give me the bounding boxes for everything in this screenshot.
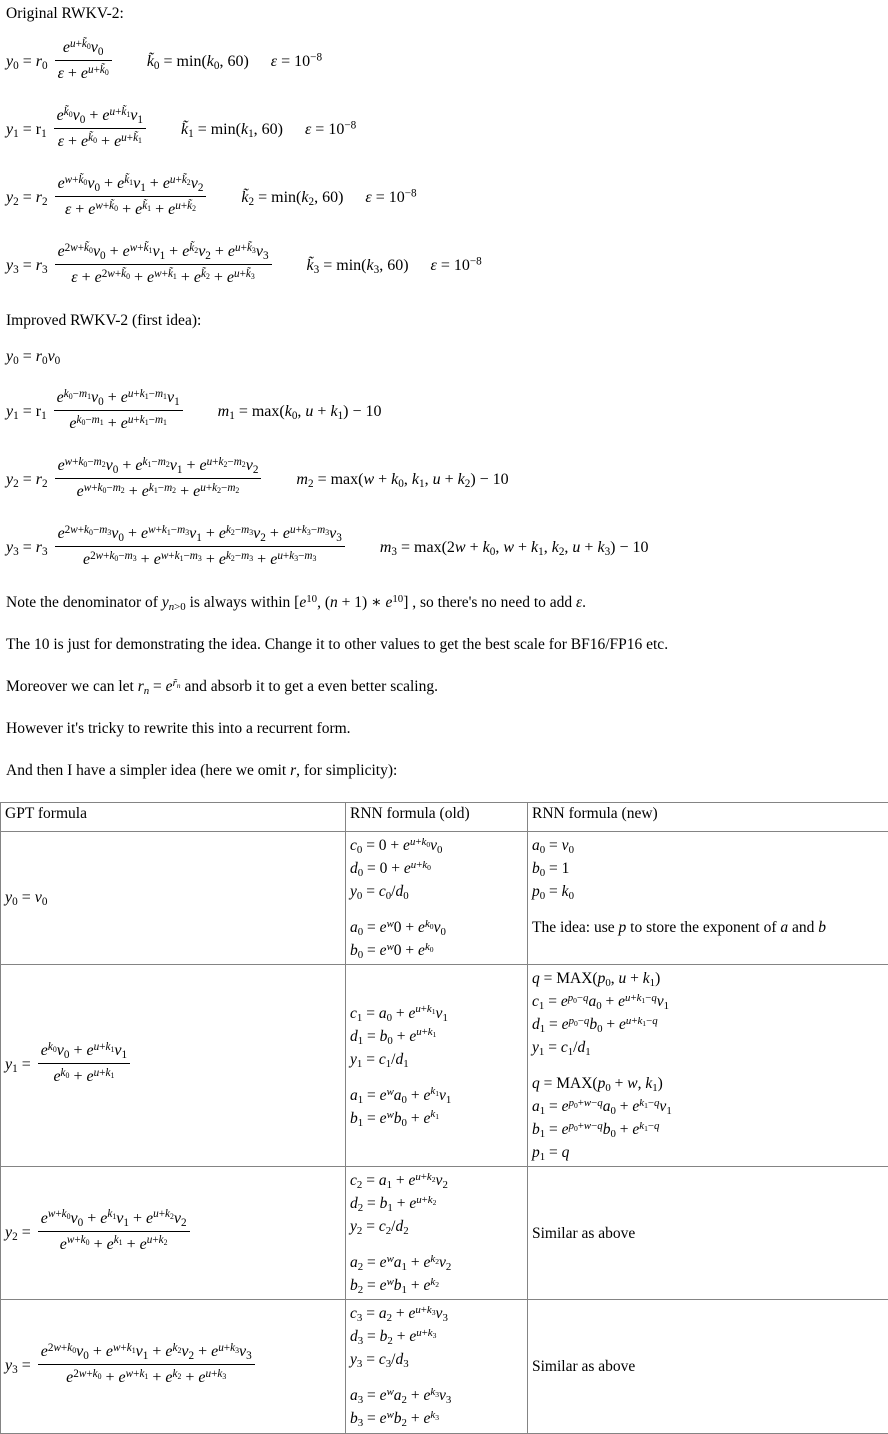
formula-condition: k̃0 = min(k0, 60) [147,53,249,70]
equation-improved-y1 [0,388,888,437]
cell-gpt-y1: y1 = $\frac{e^{k0}v0 + e^{u+k1}v1}{e^{k0} + e^{u+k1}}$ [1,965,346,1167]
formula-main: y3 = r3 $\frac{e^{2w+k̃0}v0 + e^{w+k̃1}v1 + e^{k̃2}v2 + e^{u+k̃3}v3}{\varepsilon + e^{2w+k̃0} + e^{w+k̃1} + e^{k̃2} + e^{u+k̃3}}$ [6,257,275,274]
cell-rnn-old-y2 [346,1167,528,1300]
formula-main: y2 = r2 $\frac{e^{w+k̃0}v0 + e^{k̃1}v1 + e^{u+k̃2}v2}{\varepsilon + e^{w+k̃0} + e^{k̃1} + e^{u+k̃2}}$ [6,189,209,206]
formula-condition: k̃1 = min(k1, 60) [181,121,283,138]
table-header-row [1,803,888,832]
formula-line: $b1 = e^wb0 + e^{k1}$ [350,1107,523,1130]
formula-epsilon: $\varepsilon = 10^{-8}$ [305,121,356,138]
formula-line: p1 = q [532,1141,884,1164]
formula-line: $a1 = e^wa0 + e^{k1}v1$ [350,1084,523,1107]
equation-original-y1 [0,106,888,155]
formula-line: y1 = c1/d1 [350,1048,523,1071]
cell-rnn-new-y2 [528,1167,888,1300]
formula-line: $c1 = a0 + e^{u+k1}v1$ [350,1002,523,1025]
formula-line: $d1 = e^{p0-q}b0 + e^{u+k1-q}$ [532,1013,884,1036]
cell-rnn-new-y3 [528,1300,888,1434]
formula-line: $c0 = 0 + e^{u+k0}v0$ [350,834,523,857]
formula-line [532,1059,884,1072]
formula-condition: m2 = max(w + k0, k1, u + k2) − 10 [296,471,508,488]
formula-main: y0 = r0v0 [6,348,60,365]
heading-original-rwkv2: Original RWKV-2: [0,3,888,24]
formula-epsilon: $\varepsilon = 10^{-8}$ [271,53,322,70]
formula-line: $d1 = b0 + e^{u+k1}$ [350,1025,523,1048]
note-scale-bf16: The 10 is just for demonstrating the idea. Change it to other values to get the best scale for BF16/FP16 etc. [0,634,888,655]
formula-line [532,903,884,916]
formula-line: a0 = v0 [532,834,884,857]
formula-epsilon: $\varepsilon = 10^{-8}$ [365,189,416,206]
formula-line: b0 = 1 [532,857,884,880]
formula-line: $a2 = e^wa1 + e^{k2}v2$ [350,1251,523,1274]
cell-gpt-y0: y0 = v0 [1,832,346,965]
table-row-y1 [1,965,888,1167]
table-row-y2 [1,1167,888,1300]
formula-line: $b0 = e^w0 + e^{k0}$ [350,939,523,962]
equation-improved-y3 [0,524,888,573]
formula-main: y2 = r2 $\frac{e^{w+k0-m2}v0 + e^{k1-m2}v1 + e^{u+k2-m2}v2}{e^{w+k0-m2} + e^{k1-m2} + e^{u+k2-m2}}$ [6,471,264,488]
formula-line: q = MAX(p0 + w, k1) [532,1072,884,1095]
formula-line: Similar as above [532,1355,884,1378]
cell-rnn-old-y3 [346,1300,528,1434]
cell-gpt-y2: y2 = $\frac{e^{w+k0}v0 + e^{k1}v1 + e^{u+k2}v2}{e^{w+k0} + e^{k1} + e^{u+k2}}$ [1,1167,346,1300]
equation-original-y3 [0,242,888,291]
formula-comparison-table [0,802,888,1434]
formula-line: y1 = c1/d1 [532,1036,884,1059]
formula-line: $d2 = b1 + e^{u+k2}$ [350,1192,523,1215]
table-row-y0 [1,832,888,965]
formula-line [350,1071,523,1084]
formula-line: $b3 = e^wb2 + e^{k3}$ [350,1407,523,1430]
note-tricky-recurrent: However it's tricky to rewrite this into a recurrent form. [0,718,888,739]
formula-line: $b2 = e^wb1 + e^{k2}$ [350,1274,523,1297]
formula-line: $c3 = a2 + e^{u+k3}v3$ [350,1302,523,1325]
formula-line: $d0 = 0 + e^{u+k0}$ [350,857,523,880]
formula-line [350,1238,523,1251]
formula-line: p0 = k0 [532,880,884,903]
equation-improved-y0 [0,345,888,369]
formula-line: Similar as above [532,1222,884,1245]
formula-main: y0 = r0 $\frac{e^{u+k̃0}v0}{\varepsilon + e^{u+k̃0}}$ [6,53,115,70]
column-header-rnn-new: RNN formula (new) [528,803,888,832]
formula-line: $d3 = b2 + e^{u+k3}$ [350,1325,523,1348]
formula-line: $a3 = e^wa2 + e^{k3}v3$ [350,1384,523,1407]
formula-line [350,903,523,916]
formula-line: $a1 = e^{p0+w-q}a0 + e^{k1-q}v1$ [532,1095,884,1118]
formula-line: $c1 = e^{p0-q}a0 + e^{u+k1-q}v1$ [532,990,884,1013]
note-absorb-r: Moreover we can let rn = $e^{r̃n}$ and absorb it to get a even better scaling. [0,676,888,697]
note-simpler-idea: And then I have a simpler idea (here we omit r, for simplicity): [0,760,888,781]
cell-rnn-new-y0 [528,832,888,965]
cell-rnn-new-y1 [528,965,888,1167]
formula-condition: k̃3 = min(k3, 60) [307,257,409,274]
formula-line: y3 = c3/d3 [350,1348,523,1371]
formula-main: y1 = r1 $\frac{e^{k̃0}v0 + e^{u+k̃1}v1}{\varepsilon + e^{k̃0} + e^{u+k̃1}}$ [6,121,149,138]
formula-line: $c2 = a1 + e^{u+k2}v2$ [350,1169,523,1192]
equation-original-y0 [0,38,888,87]
column-header-gpt-formula: GPT formula [1,803,346,832]
equation-improved-y2 [0,456,888,505]
formula-line: y0 = c0/d0 [350,880,523,903]
note-denominator: Note the denominator of yn>0 is always within [$e^{10}$, (n + 1) ∗ $e^{10}$] , so there's no need to add ε. [0,592,888,613]
cell-rnn-old-y0 [346,832,528,965]
equation-original-y2 [0,174,888,223]
formula-line: $b1 = e^{p0+w-q}b0 + e^{k1-q}$ [532,1118,884,1141]
column-header-rnn-old: RNN formula (old) [346,803,528,832]
formula-condition: m1 = max(k0, u + k1) − 10 [218,403,382,420]
formula-line: The idea: use p to store the exponent of a and b [532,916,884,939]
formula-line: y2 = c2/d2 [350,1215,523,1238]
formula-condition: k̃2 = min(k2, 60) [241,189,343,206]
formula-epsilon: $\varepsilon = 10^{-8}$ [431,257,482,274]
formula-main: y3 = r3 $\frac{e^{2w+k0-m3}v0 + e^{w+k1-m3}v1 + e^{k2-m3}v2 + e^{u+k3-m3}v3}{e^{2w+k0-m3} + e^{w+k1-m3} + e^{k2-m3} + e^{u+k3-m3}}$ [6,539,348,556]
formula-line: q = MAX(p0, u + k1) [532,967,884,990]
formula-line [350,1371,523,1384]
table-row-y3 [1,1300,888,1434]
cell-rnn-old-y1 [346,965,528,1167]
heading-improved-rwkv2: Improved RWKV-2 (first idea): [0,310,888,331]
formula-main: y1 = r1 $\frac{e^{k0-m1}v0 + e^{u+k1-m1}v1}{e^{k0-m1} + e^{u+k1-m1}}$ [6,403,186,420]
cell-gpt-y3: y3 = $\frac{e^{2w+k0}v0 + e^{w+k1}v1 + e^{k2}v2 + e^{u+k3}v3}{e^{2w+k0} + e^{w+k1} + e^{k2} + e^{u+k3}}$ [1,1300,346,1434]
formula-line: $a0 = e^w0 + e^{k0}v0$ [350,916,523,939]
formula-condition: m3 = max(2w + k0, w + k1, k2, u + k3) − 10 [380,539,649,556]
